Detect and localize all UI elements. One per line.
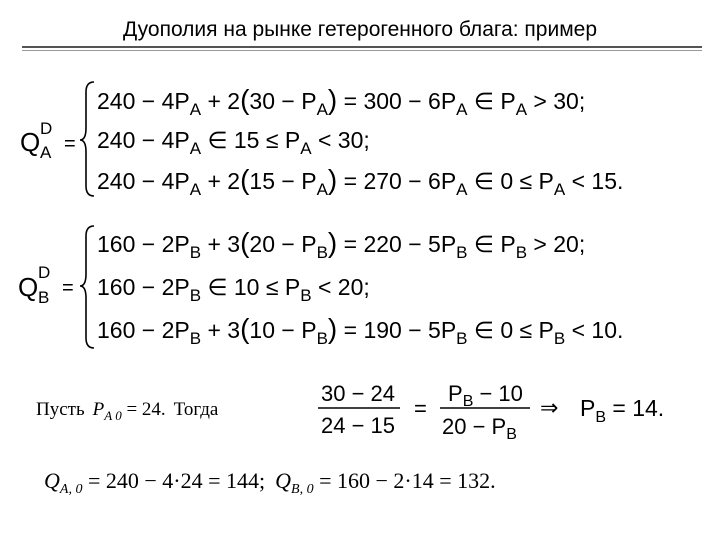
system-a-row-2: $240 - 4P_A$ ∈ $15 \le P_A < 30$; [97,127,370,158]
slide-title: Дуополия на рынке гетерогенного блага: пример [122,18,597,41]
result-text: $Q_{A, 0} = 240 - 4\cdot 24 = 144$; $Q_{B, 0} = 160 - 2\cdot 14 = 132$. [44,468,496,497]
assumption [36,381,664,443]
fraction-1-numerator: 30 − 24 [320,381,396,406]
system-b [18,226,623,348]
system-b-lhs-sub: B [38,288,50,307]
fractions-equals: = [414,396,427,421]
implies-arrow: ⇒ [540,395,559,420]
fraction-1-denominator: 24 − 15 [320,413,396,438]
system-a-equals: = [64,133,76,155]
system-b-row-3: $160 - 2P_B + 3(10 - P_B) = 190 - 5P_B$ ∈ $0 \le P_B < 10$. [97,313,624,348]
system-a-row-3: $240 - 4P_A + 2(15 - P_A) = 270 - 6P_A$ ∈ $0 \le P_A < 15$. [97,164,624,199]
system-a-row-1: $240 - 4P_A + 2(30 - P_A) = 300 - 6P_A$ ∈ $P_A > 30$; [97,84,586,119]
result [44,468,496,497]
system-a-lhs-sup: D [40,119,53,138]
result-pb: $P_B = 14$. [580,395,665,426]
system-b-equals: = [62,277,74,299]
system-b-lhs-sup: D [38,263,51,282]
left-brace-b [80,226,94,348]
system-b-row-1: $160 - 2P_B + 3(20 - P_B) = 220 - 5P_B$ ∈ $P_B > 20$; [97,227,586,262]
left-brace-a [80,82,94,196]
system-a-lhs: Q [20,127,41,157]
system-b-lhs: Q [18,272,39,302]
assumption-text: Пусть $P_{A 0} = 24$. Тогда [36,399,219,423]
system-b-row-2: $160 - 2P_B$ ∈ $10 \le P_B < 20$; [97,274,370,305]
fraction-2-numerator: $P_B - 10$ [448,381,523,410]
system-a-lhs-sub: A [40,143,52,162]
system-a [20,82,623,199]
fraction-2-denominator: $20 - P_B$ [442,414,517,443]
